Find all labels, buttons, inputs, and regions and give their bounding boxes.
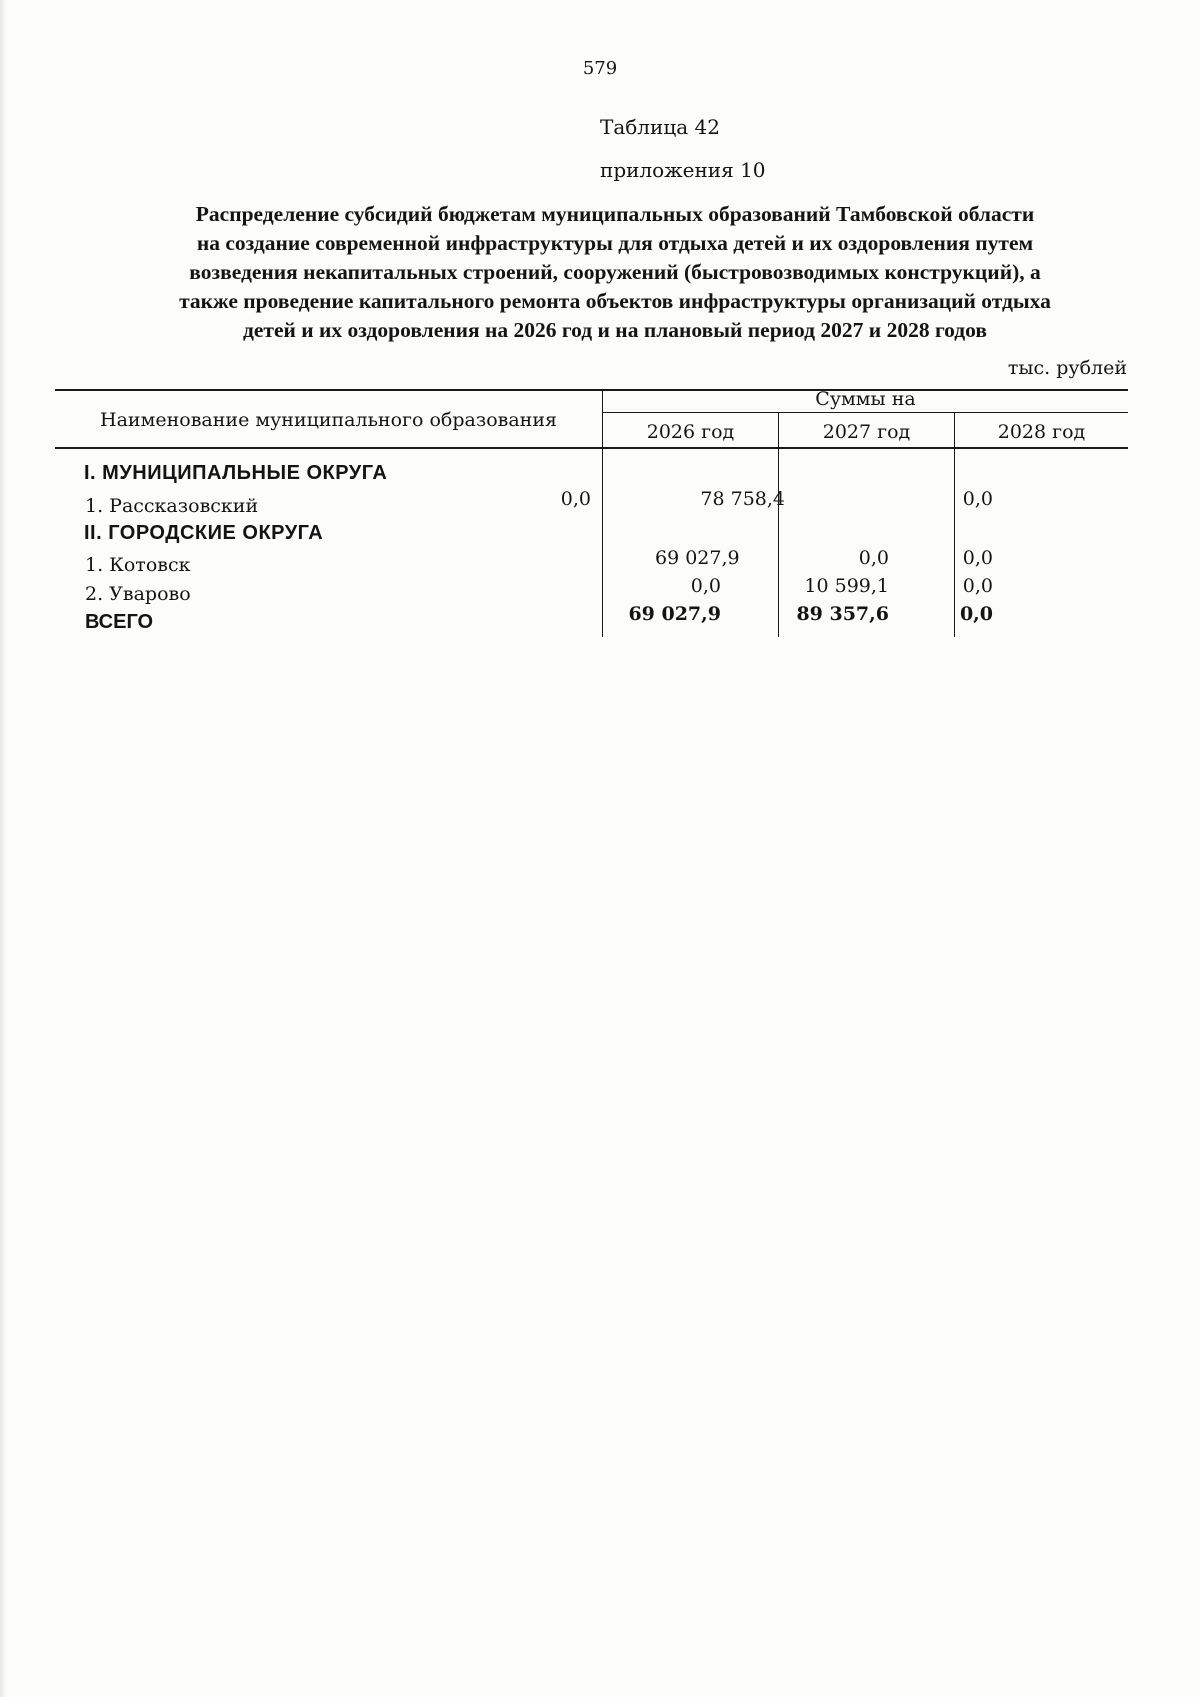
document-title bbox=[60, 200, 1170, 345]
value-2027: 78 758,4 bbox=[700, 488, 785, 510]
year-header-2028: 2028 год bbox=[997, 421, 1086, 443]
sums-header: Суммы на bbox=[815, 388, 916, 410]
value-2028: 0,0 bbox=[962, 488, 993, 510]
year-header-2026: 2026 год bbox=[646, 421, 735, 443]
value-2028: 0,0 bbox=[962, 575, 993, 597]
municipality-name: 1. Рассказовский bbox=[85, 495, 259, 517]
sums-rule bbox=[602, 412, 1128, 413]
section-heading: II. ГОРОДСКИЕ ОКРУГА bbox=[84, 522, 324, 544]
name-column-header: Наименование муниципального образования bbox=[100, 409, 557, 431]
header-bottom-rule bbox=[55, 447, 1128, 449]
total-2027: 89 357,6 bbox=[796, 603, 889, 625]
year-header-2027: 2027 год bbox=[822, 421, 911, 443]
municipality-name: 1. Котовск bbox=[85, 554, 191, 576]
appendix-caption: приложения 10 bbox=[600, 158, 766, 182]
value-2027: 0,0 bbox=[858, 547, 889, 569]
section-heading: I. МУНИЦИПАЛЬНЫЕ ОКРУГА bbox=[84, 462, 388, 484]
table-caption: Таблица 42 bbox=[600, 115, 720, 139]
title-line: также проведение капитального ремонта объектов инфраструктуры организаций отдыха bbox=[179, 289, 1051, 313]
value-2026: 0,0 bbox=[560, 488, 591, 510]
title-line: на создание современной инфраструктуры для отдыха детей и их оздоровления путем bbox=[196, 231, 1034, 255]
value-2026: 0,0 bbox=[690, 575, 721, 597]
municipality-name: 2. Уварово bbox=[85, 583, 191, 605]
col-divider bbox=[778, 412, 779, 637]
title-line: Распределение субсидий бюджетам муниципальных образований Тамбовской области bbox=[195, 202, 1035, 226]
title-line: детей и их оздоровления на 2026 год и на плановый период 2027 и 2028 годов bbox=[242, 318, 988, 342]
total-2028: 0,0 bbox=[959, 603, 993, 625]
col-divider bbox=[954, 412, 955, 637]
total-2026: 69 027,9 bbox=[628, 603, 721, 625]
subsidy-table bbox=[55, 389, 1128, 637]
scan-edge bbox=[0, 0, 6, 1697]
value-2026: 69 027,9 bbox=[655, 547, 740, 569]
page-number: 579 bbox=[582, 58, 618, 79]
title-line: возведения некапитальных строений, сооружений (быстровозводимых конструкций), а bbox=[189, 260, 1041, 284]
units-label: тыс. рублей bbox=[1007, 357, 1127, 379]
total-label: ВСЕГО bbox=[85, 611, 154, 633]
value-2028: 0,0 bbox=[962, 547, 993, 569]
value-2027: 10 599,1 bbox=[804, 575, 889, 597]
